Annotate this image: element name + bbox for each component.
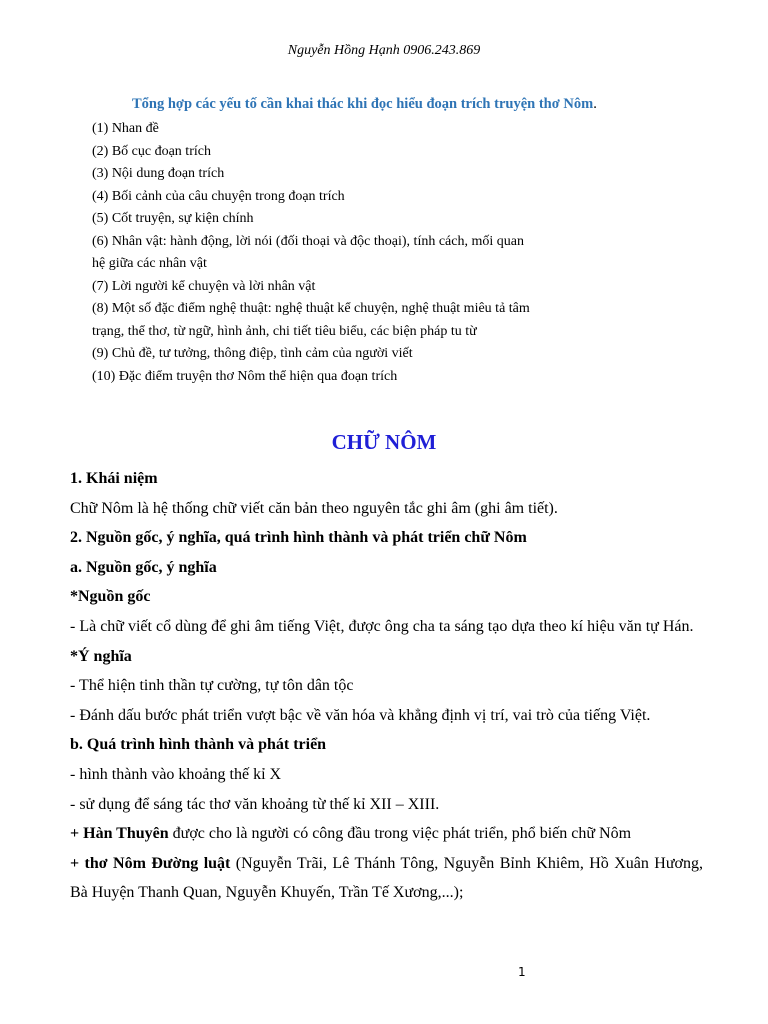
section-heading: 2. Nguồn gốc, ý nghĩa, quá trình hình thành và phát triển chữ Nôm — [70, 529, 527, 547]
page-header: Nguyễn Hồng Hạnh 0906.243.869 — [287, 43, 481, 58]
page-title: CHỮ NÔM — [331, 430, 437, 454]
list-item: (6) Nhân vật: hành động, lời nói (đối thoại và độc thoại), tính cách, mối quan — [92, 233, 524, 249]
paragraph: - sử dụng để sáng tác thơ văn khoảng từ thế kỉ XII – XIII. — [70, 795, 440, 813]
list-item: (1) Nhan đề — [92, 121, 159, 136]
list-item: (3) Nội dung đoạn trích — [92, 166, 225, 181]
page-number: 1 — [518, 965, 526, 979]
list-item: (10) Đặc điểm truyện thơ Nôm thể hiện qua đoạn trích — [92, 368, 398, 384]
list-item: (8) Một số đặc điểm nghệ thuật: nghệ thuật kể chuyện, nghệ thuật miêu tả tâm — [92, 301, 530, 316]
summary-title-text: Tổng hợp các yếu tố cần khai thác khi đọc hiểu đoạn trích truyện thơ Nôm — [132, 96, 594, 112]
subsection-heading: a. Nguồn gốc, ý nghĩa — [70, 558, 217, 576]
main-content — [70, 464, 703, 908]
summary-title-period: . — [593, 96, 597, 112]
list-item: (7) Lời người kể chuyện và lời nhân vật — [92, 278, 316, 294]
list-item: trạng, thể thơ, từ ngữ, hình ảnh, chi tiết tiêu biểu, các biện pháp tu từ — [92, 323, 477, 339]
paragraph-text: được cho là người có công đầu trong việc phát triển, phổ biến chữ Nôm — [168, 825, 632, 843]
paragraph — [70, 819, 703, 849]
summary-section — [92, 96, 692, 388]
paragraph — [70, 849, 703, 908]
paragraph-text: (Nguyễn Trãi, Lê Thánh Tông, Nguyễn Bỉnh Khiêm, Hồ Xuân Hương, Bà Huyện Thanh Quan, Nguyễn Khuyến, Trần Tế Xương,...); — [70, 854, 703, 902]
summary-list — [92, 118, 692, 388]
list-item: (5) Cốt truyện, sự kiện chính — [92, 211, 254, 226]
list-item: (2) Bố cục đoạn trích — [92, 143, 211, 159]
subsection-heading: *Ý nghĩa — [70, 647, 132, 665]
summary-title — [132, 96, 692, 113]
paragraph: Chữ Nôm là hệ thống chữ viết căn bản theo nguyên tắc ghi âm (ghi âm tiết). — [70, 499, 558, 517]
bold-term: + thơ Nôm Đường luật — [70, 854, 231, 872]
paragraph: - Đánh dấu bước phát triển vượt bậc về văn hóa và khẳng định vị trí, vai trò của tiếng Việt. — [70, 706, 651, 724]
paragraph: - Thể hiện tinh thần tự cường, tự tôn dân tộc — [70, 677, 354, 695]
subsection-heading: b. Quá trình hình thành và phát triển — [70, 736, 327, 754]
bold-term: + Hàn Thuyên — [70, 825, 169, 843]
list-item: (9) Chủ đề, tư tưởng, thông điệp, tình cảm của người viết — [92, 346, 413, 361]
section-heading: 1. Khái niệm — [70, 470, 158, 487]
list-item: (4) Bối cảnh của câu chuyện trong đoạn trích — [92, 188, 345, 204]
list-item: hệ giữa các nhân vật — [92, 256, 207, 271]
paragraph: - Là chữ viết cổ dùng để ghi âm tiếng Việt, được ông cha ta sáng tạo dựa theo kí hiệu văn tự Hán. — [70, 617, 694, 635]
paragraph: - hình thành vào khoảng thế kỉ X — [70, 765, 282, 783]
subsection-heading: *Nguồn gốc — [70, 588, 151, 606]
